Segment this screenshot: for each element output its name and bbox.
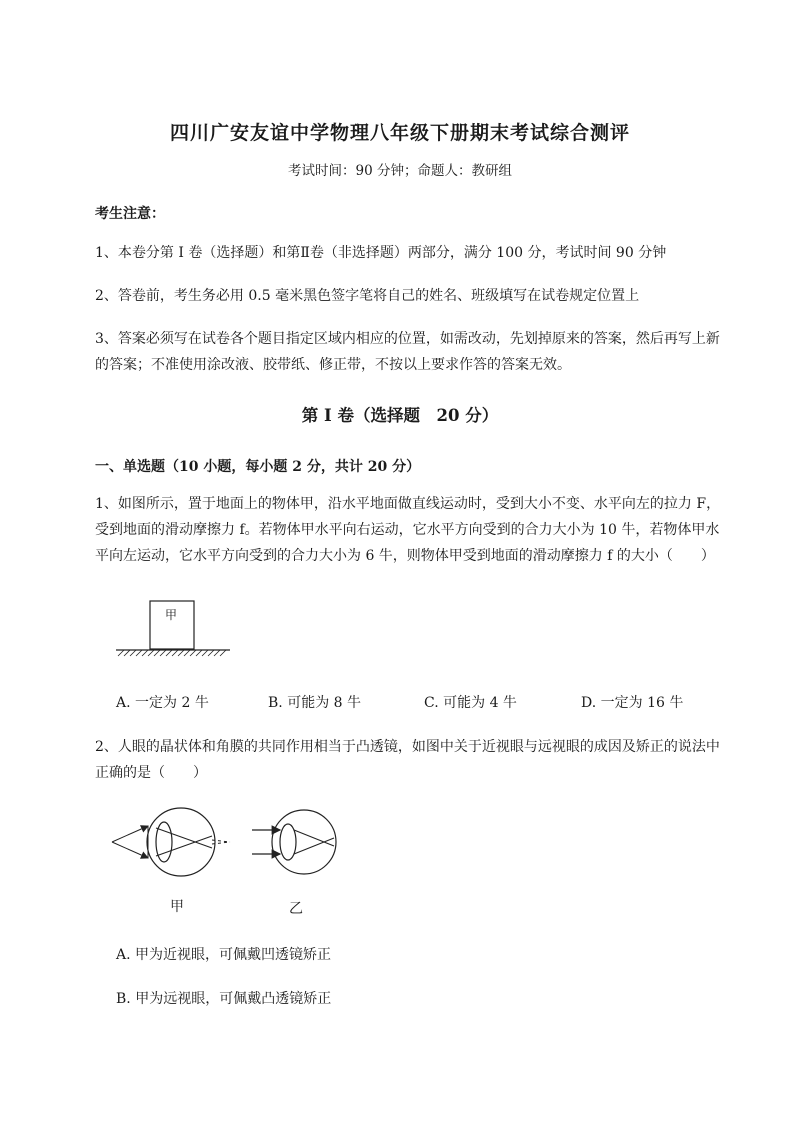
block-label: 甲	[165, 608, 178, 622]
eye-jia-label: 甲	[170, 899, 184, 915]
notes-heading: 考生注意：	[95, 206, 165, 222]
q1-option-c[interactable]: C. 可能为 4 牛	[424, 695, 517, 711]
note-item-3: 3、答案必须写在试卷各个题目指定区域内相应的位置，如需改动，先划掉原来的答案，然后再写上新	[95, 331, 720, 347]
q2-option-b[interactable]: B. 甲为远视眼，可佩戴凸透镜矫正	[116, 991, 332, 1007]
eye-jia-diagram	[112, 808, 230, 876]
page-title: 四川广安友谊中学物理八年级下册期末考试综合测评	[169, 122, 630, 144]
q1-option-a[interactable]: A. 一定为 2 牛	[116, 695, 209, 711]
ground-hatching	[118, 650, 226, 656]
eye-diagrams-figure	[108, 802, 338, 886]
section-title: 第 I 卷（选择题 20 分）	[301, 406, 499, 425]
q2-option-a[interactable]: A. 甲为近视眼，可佩戴凹透镜矫正	[116, 947, 332, 963]
eye-yi-label: 乙	[289, 901, 303, 917]
block-on-ground-figure	[110, 595, 235, 660]
q1-option-b[interactable]: B. 可能为 8 牛	[268, 695, 361, 711]
question-2-line-1: 2、人眼的晶状体和角膜的共同作用相当于凸透镜，如图中关于近视眼与远视眼的成因及矫正的说法中	[95, 739, 720, 755]
question-2-line-2: 正确的是（ ）	[95, 765, 207, 781]
note-item-3-continued: 的答案；不准使用涂改液、胶带纸、修正带，不按以上要求作答的答案无效。	[95, 357, 571, 373]
eye-yi-diagram	[252, 810, 336, 874]
part-heading: 一、单选题（10 小题，每小题 2 分，共计 20 分）	[95, 459, 421, 475]
exam-info: 考试时间：90 分钟；命题人：教研组	[288, 163, 512, 179]
q1-option-d[interactable]: D. 一定为 16 牛	[581, 695, 684, 711]
note-item-1: 1、本卷分第 I 卷（选择题）和第Ⅱ卷（非选择题）两部分，满分 100 分，考试时间 90 分钟	[95, 245, 667, 261]
question-1-line-1: 1、如图所示，置于地面上的物体甲，沿水平地面做直线运动时，受到大小不变、水平向左的拉力 F，	[95, 496, 721, 512]
note-item-2: 2、答卷前，考生务必用 0.5 毫米黑色签字笔将自己的姓名、班级填写在试卷规定位置上	[95, 288, 640, 304]
question-1-line-3: 平向左运动，它水平方向受到的合力大小为 6 牛，则物体甲受到地面的滑动摩擦力 f 的大小（ ）	[95, 548, 715, 564]
question-1-line-2: 受到地面的滑动摩擦力 f。若物体甲水平向右运动，它水平方向受到的合力大小为 10 牛，若物体甲水	[95, 522, 720, 538]
